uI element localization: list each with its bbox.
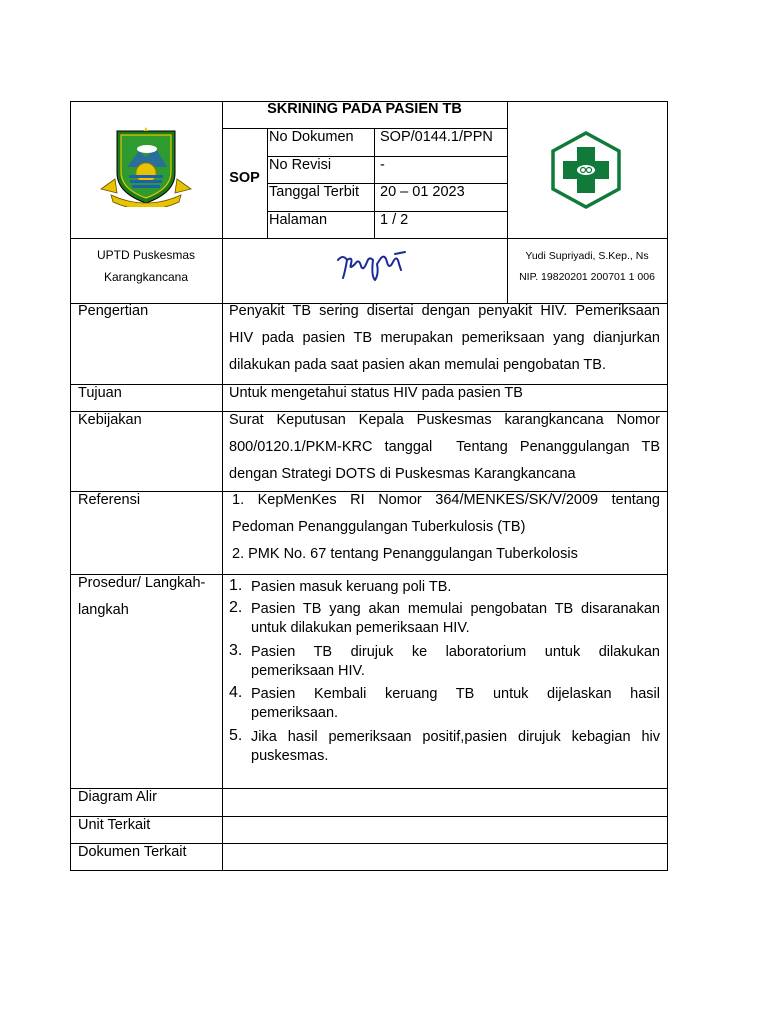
- unit-name-line1: UPTD Puskesmas: [96, 248, 196, 262]
- pengertian-line: HIV pada pasien TB merupakan pemeriksaan yang dianjurkan: [229, 330, 660, 346]
- field-label-halaman: Halaman: [269, 212, 328, 228]
- step-text: Pasien masuk keruang poli TB.: [251, 579, 452, 595]
- procedure-step: [229, 578, 660, 598]
- referensi-line: 1. KepMenKes RI Nomor 364/MENKES/SK/V/2009 tentang: [232, 492, 660, 508]
- step-text: Jika hasil pemeriksaan positif,pasien dirujuk kebagian hiv: [251, 729, 660, 745]
- step-text-cont: pemeriksaan.: [251, 705, 339, 721]
- step-number: 2.: [229, 599, 243, 616]
- field-value-no-revisi: -: [380, 157, 385, 173]
- referensi-line: Pedoman Penanggulangan Tuberkulosis (TB): [232, 519, 526, 535]
- prosedur-label-line2: langkah: [78, 602, 129, 618]
- step-text: Pasien TB dirujuk ke laboratorium untuk dilakukan: [251, 644, 660, 660]
- tujuan-text: Untuk mengetahui status HIV pada pasien TB: [229, 385, 523, 401]
- field-label-no-dokumen: No Dokumen: [269, 129, 354, 145]
- kebijakan-line: Surat Keputusan Kepala Puskesmas karangkancana Nomor: [229, 412, 660, 428]
- field-value-no-dokumen: SOP/0144.1/PPN: [380, 129, 493, 145]
- step-text: Pasien TB yang akan memulai pengobatan TB disaranakan: [251, 601, 660, 617]
- field-label-tanggal-terbit: Tanggal Terbit: [269, 184, 360, 200]
- kebijakan-label: Kebijakan: [78, 412, 142, 428]
- signer-nip: NIP. 19820201 200701 1 006: [519, 271, 655, 283]
- dokumen-terkait-label: Dokumen Terkait: [78, 844, 187, 860]
- kebijakan-line: dengan Strategi DOTS di Puskesmas Karangkancana: [229, 466, 576, 482]
- step-number: 5.: [229, 727, 243, 744]
- step-text-cont: puskesmas.: [251, 748, 329, 764]
- document-title: SKRINING PADA PASIEN TB: [267, 101, 462, 117]
- procedure-step: [229, 643, 660, 683]
- unit-name-line2: Karangkancana: [103, 270, 189, 284]
- prosedur-label-line1: Prosedur/ Langkah-: [78, 575, 206, 591]
- step-text-cont: untuk dilakukan pemeriksaan HIV.: [251, 620, 470, 636]
- signature-icon: [335, 250, 410, 286]
- tujuan-label: Tujuan: [78, 385, 122, 401]
- step-text-cont: pemeriksaan HIV.: [251, 663, 365, 679]
- puskesmas-cross-icon: [547, 131, 625, 209]
- step-number: 3.: [229, 642, 243, 659]
- referensi-line: 2. PMK No. 67 tentang Penanggulangan Tuberkolosis: [232, 546, 578, 562]
- pengertian-label: Pengertian: [78, 303, 149, 319]
- kebijakan-line: 800/0120.1/PKM-KRC tanggal Tentang Penanggulangan TB: [229, 439, 660, 455]
- pengertian-line: Penyakit TB sering disertai dengan penyakit HIV. Pemeriksaan: [229, 303, 660, 319]
- referensi-label: Referensi: [78, 492, 141, 508]
- field-value-halaman: 1 / 2: [380, 212, 409, 228]
- procedure-step: [229, 685, 660, 725]
- procedure-step: [229, 600, 660, 640]
- sop-label: SOP: [229, 170, 260, 186]
- step-number: 4.: [229, 684, 243, 701]
- regency-emblem-icon: [99, 127, 193, 207]
- pengertian-line: dilakukan pada saat pasien akan memulai pengobatan TB.: [229, 357, 606, 373]
- diagram-alir-label: Diagram Alir: [78, 789, 157, 805]
- signer-name: Yudi Supriyadi, S.Kep., Ns: [525, 250, 649, 262]
- step-number: 1.: [229, 577, 243, 594]
- unit-terkait-label: Unit Terkait: [78, 817, 151, 833]
- procedure-step: [229, 728, 660, 768]
- field-label-no-revisi: No Revisi: [269, 157, 332, 173]
- step-text: Pasien Kembali keruang TB untuk dijelaskan hasil: [251, 686, 660, 702]
- field-value-tanggal-terbit: 20 – 01 2023: [380, 184, 465, 200]
